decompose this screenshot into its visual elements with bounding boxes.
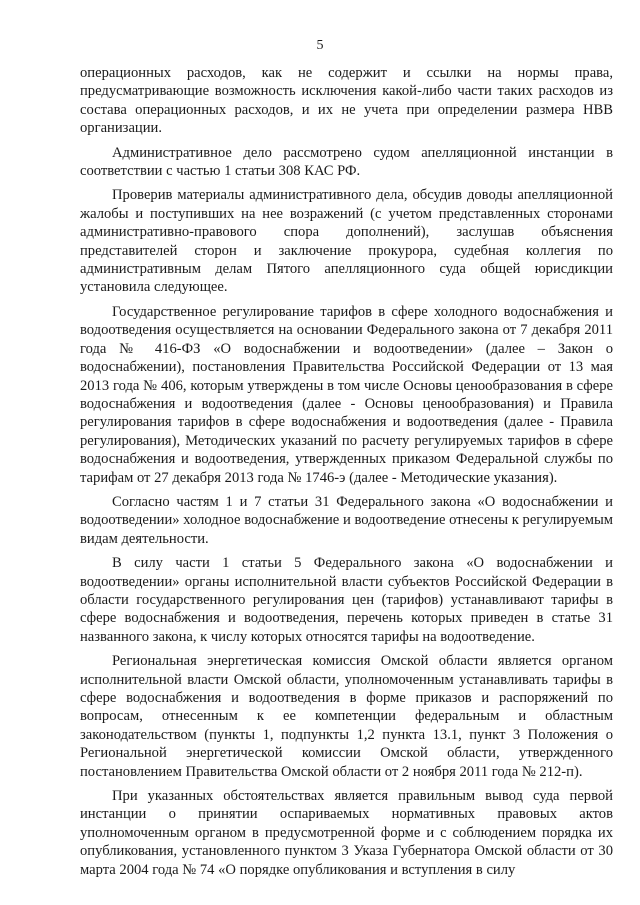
paragraph-regional-authorities: В силу части 1 статьи 5 Федерального закона «О водоснабжении и водоотведении» органы исполнительной власти субъектов Российской Федерации в области государственного регулирования цен (тарифов) устанавливают тарифы в сфере водоснабжения и водоотведения, перечень которых приведен в статье 31 названного закона, к числу которых относятся тарифы на водоотведение. [80, 555, 613, 645]
paragraph-court-findings-intro: Проверив материалы административного дела, обсудив доводы апелляционной жалобы и поступивших на нее возражений (с учетом представленных сторонами административно-правового спора дополнений), заслушав объяснения представителей сторон и заключение прокурора, судебная коллегия по административным делам Пятого апелляционного суда общей юрисдикции установила следующее. [80, 187, 613, 296]
paragraph-conclusion: При указанных обстоятельствах является правильным вывод суда первой инстанции о принятии оспариваемых нормативных правовых актов уполномоченным органом в предусмотренной форме и с соблюдением порядка их опубликования, установленного пунктом 3 Указа Губернатора Омской области от 30 марта 2004 года № 74 «О порядке опубликования и вступления в силу [80, 788, 613, 878]
paragraph-omsk-energy-commission: Региональная энергетическая комиссия Омской области является органом исполнительной власти Омской области, уполномоченным устанавливать тарифы в сфере водоснабжения и водоотведения в форме приказов и распоряжений по вопросам, отнесенным к ее компетенции федеральным и областным законодательством (пункты 1, подпункты 1,2 пункта 13.1, пункт 3 Положения о Региональной энергетической комиссии Омской области, утвержденного постановлением Правительства Омской области от 2 ноября 2011 года № 212-п). [80, 653, 613, 780]
page-number: 5 [316, 38, 324, 53]
paragraph-appeal-procedure: Административное дело рассмотрено судом апелляционной инстанции в соответствии с частью 1 статьи 308 КАС РФ. [80, 144, 613, 180]
document-body [80, 64, 613, 885]
paragraph-regulated-activities: Согласно частям 1 и 7 статьи 31 Федерального закона «О водоснабжении и водоотведении» холодное водоснабжение и водоотведение отнесены к регулируемым видам деятельности. [80, 493, 613, 547]
paragraph-tariff-regulation-basis: Государственное регулирование тарифов в сфере холодного водоснабжения и водоотведения осуществляется на основании Федерального закона от 7 декабря 2011 года № 416-ФЗ «О водоснабжении и водоотведении» (далее – Закон о водоснабжении), постановления Правительства Российской Федерации от 13 мая 2013 года № 406, которым утверждены в том числе Основы ценообразования в сфере водоснабжения и водоотведения (далее - Основы ценообразования) и Правила регулирования тарифов в сфере водоснабжения и водоотведения (далее - Правила регулирования), Методических указаний по расчету регулируемых тарифов в сфере водоснабжения и водоотведения, утвержденных приказом Федеральной службы по тарифам от 27 декабря 2013 года № 1746-э (далее - Методические указания). [80, 303, 613, 486]
paragraph-continuation: операционных расходов, как не содержит и ссылки на нормы права, предусматривающие возможность исключения какой-либо части таких расходов из состава операционных расходов, и их не учета при определении размера НВВ организации. [80, 65, 613, 137]
